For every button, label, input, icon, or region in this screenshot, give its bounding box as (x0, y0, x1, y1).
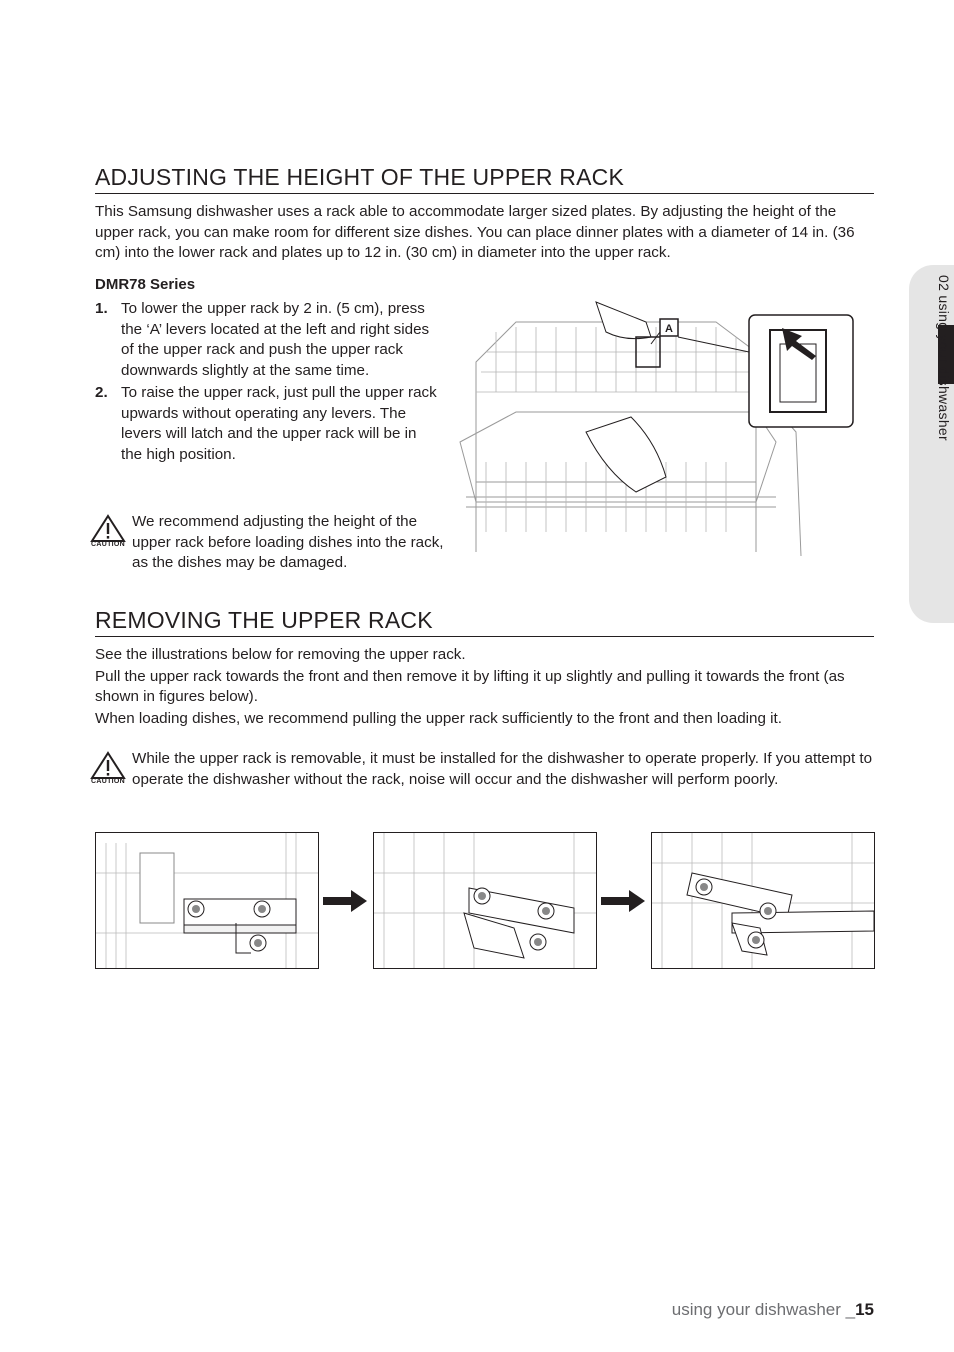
page-footer (672, 1300, 874, 1320)
page-number: 15 (855, 1300, 874, 1319)
paragraph: Pull the upper rack towards the front and then remove it by lifting it up slightly and pulling it towards the front (as shown in figures below). (95, 667, 845, 705)
heading-removing-rack: REMOVING THE UPPER RACK (95, 607, 874, 637)
arrow-right-icon (323, 890, 367, 917)
step-item (95, 299, 440, 381)
step-text: To lower the upper rack by 2 in. (5 cm), press the ‘A’ levers located at the left and right sides of the upper rack and push the upper rack downwards slightly at the same time. (121, 300, 430, 379)
caution-icon (88, 751, 128, 789)
step-item (95, 383, 440, 465)
intro-paragraph: This Samsung dishwasher uses a rack able to accommodate larger sized plates. By adjusting the height of the upper rack, you can make room for different size dishes. You can place dinner plates with a diameter of 14 in. (36 cm) into the lower rack and plates up to 12 in. (30 cm) in diameter into the upper rack. (95, 203, 855, 261)
series-label: DMR78 Series (95, 276, 196, 293)
removal-figure-3 (651, 832, 875, 969)
caution-text-1: We recommend adjusting the height of the upper rack before loading dishes into the rack, as the dishes may be damaged. (132, 513, 444, 571)
caution-label: CAUTION (91, 541, 125, 548)
step-number: 1. (95, 300, 108, 317)
caution-text-2: While the upper rack is removable, it must be installed for the dishwasher to operate properly. If you attempt to operate the dishwasher without the rack, noise will occur and the dishwasher will perform poorly. (132, 750, 873, 788)
arrow-right-icon (601, 890, 645, 917)
removing-paragraphs (95, 645, 874, 729)
heading-adjust-height: ADJUSTING THE HEIGHT OF THE UPPER RACK (95, 164, 874, 194)
paragraph: When loading dishes, we recommend pulling the upper rack sufficiently to the front and then loading it. (95, 709, 782, 727)
caution-icon (88, 514, 128, 552)
step-text: To raise the upper rack, just pull the upper rack upwards without operating any levers. The levers will latch and the upper rack will be in the high position. (121, 384, 437, 463)
steps-list (95, 299, 440, 467)
side-tab-label: 02 using your dishwasher (936, 275, 952, 441)
label-a: A (665, 323, 673, 335)
rack-height-illustration (456, 292, 856, 556)
footer-text: using your dishwasher _ (671, 1300, 856, 1319)
removal-figure-1 (95, 832, 319, 969)
caution-label: CAUTION (91, 778, 125, 785)
paragraph: See the illustrations below for removing the upper rack. (95, 646, 466, 663)
step-number: 2. (95, 384, 108, 401)
removal-figure-2 (373, 832, 597, 969)
